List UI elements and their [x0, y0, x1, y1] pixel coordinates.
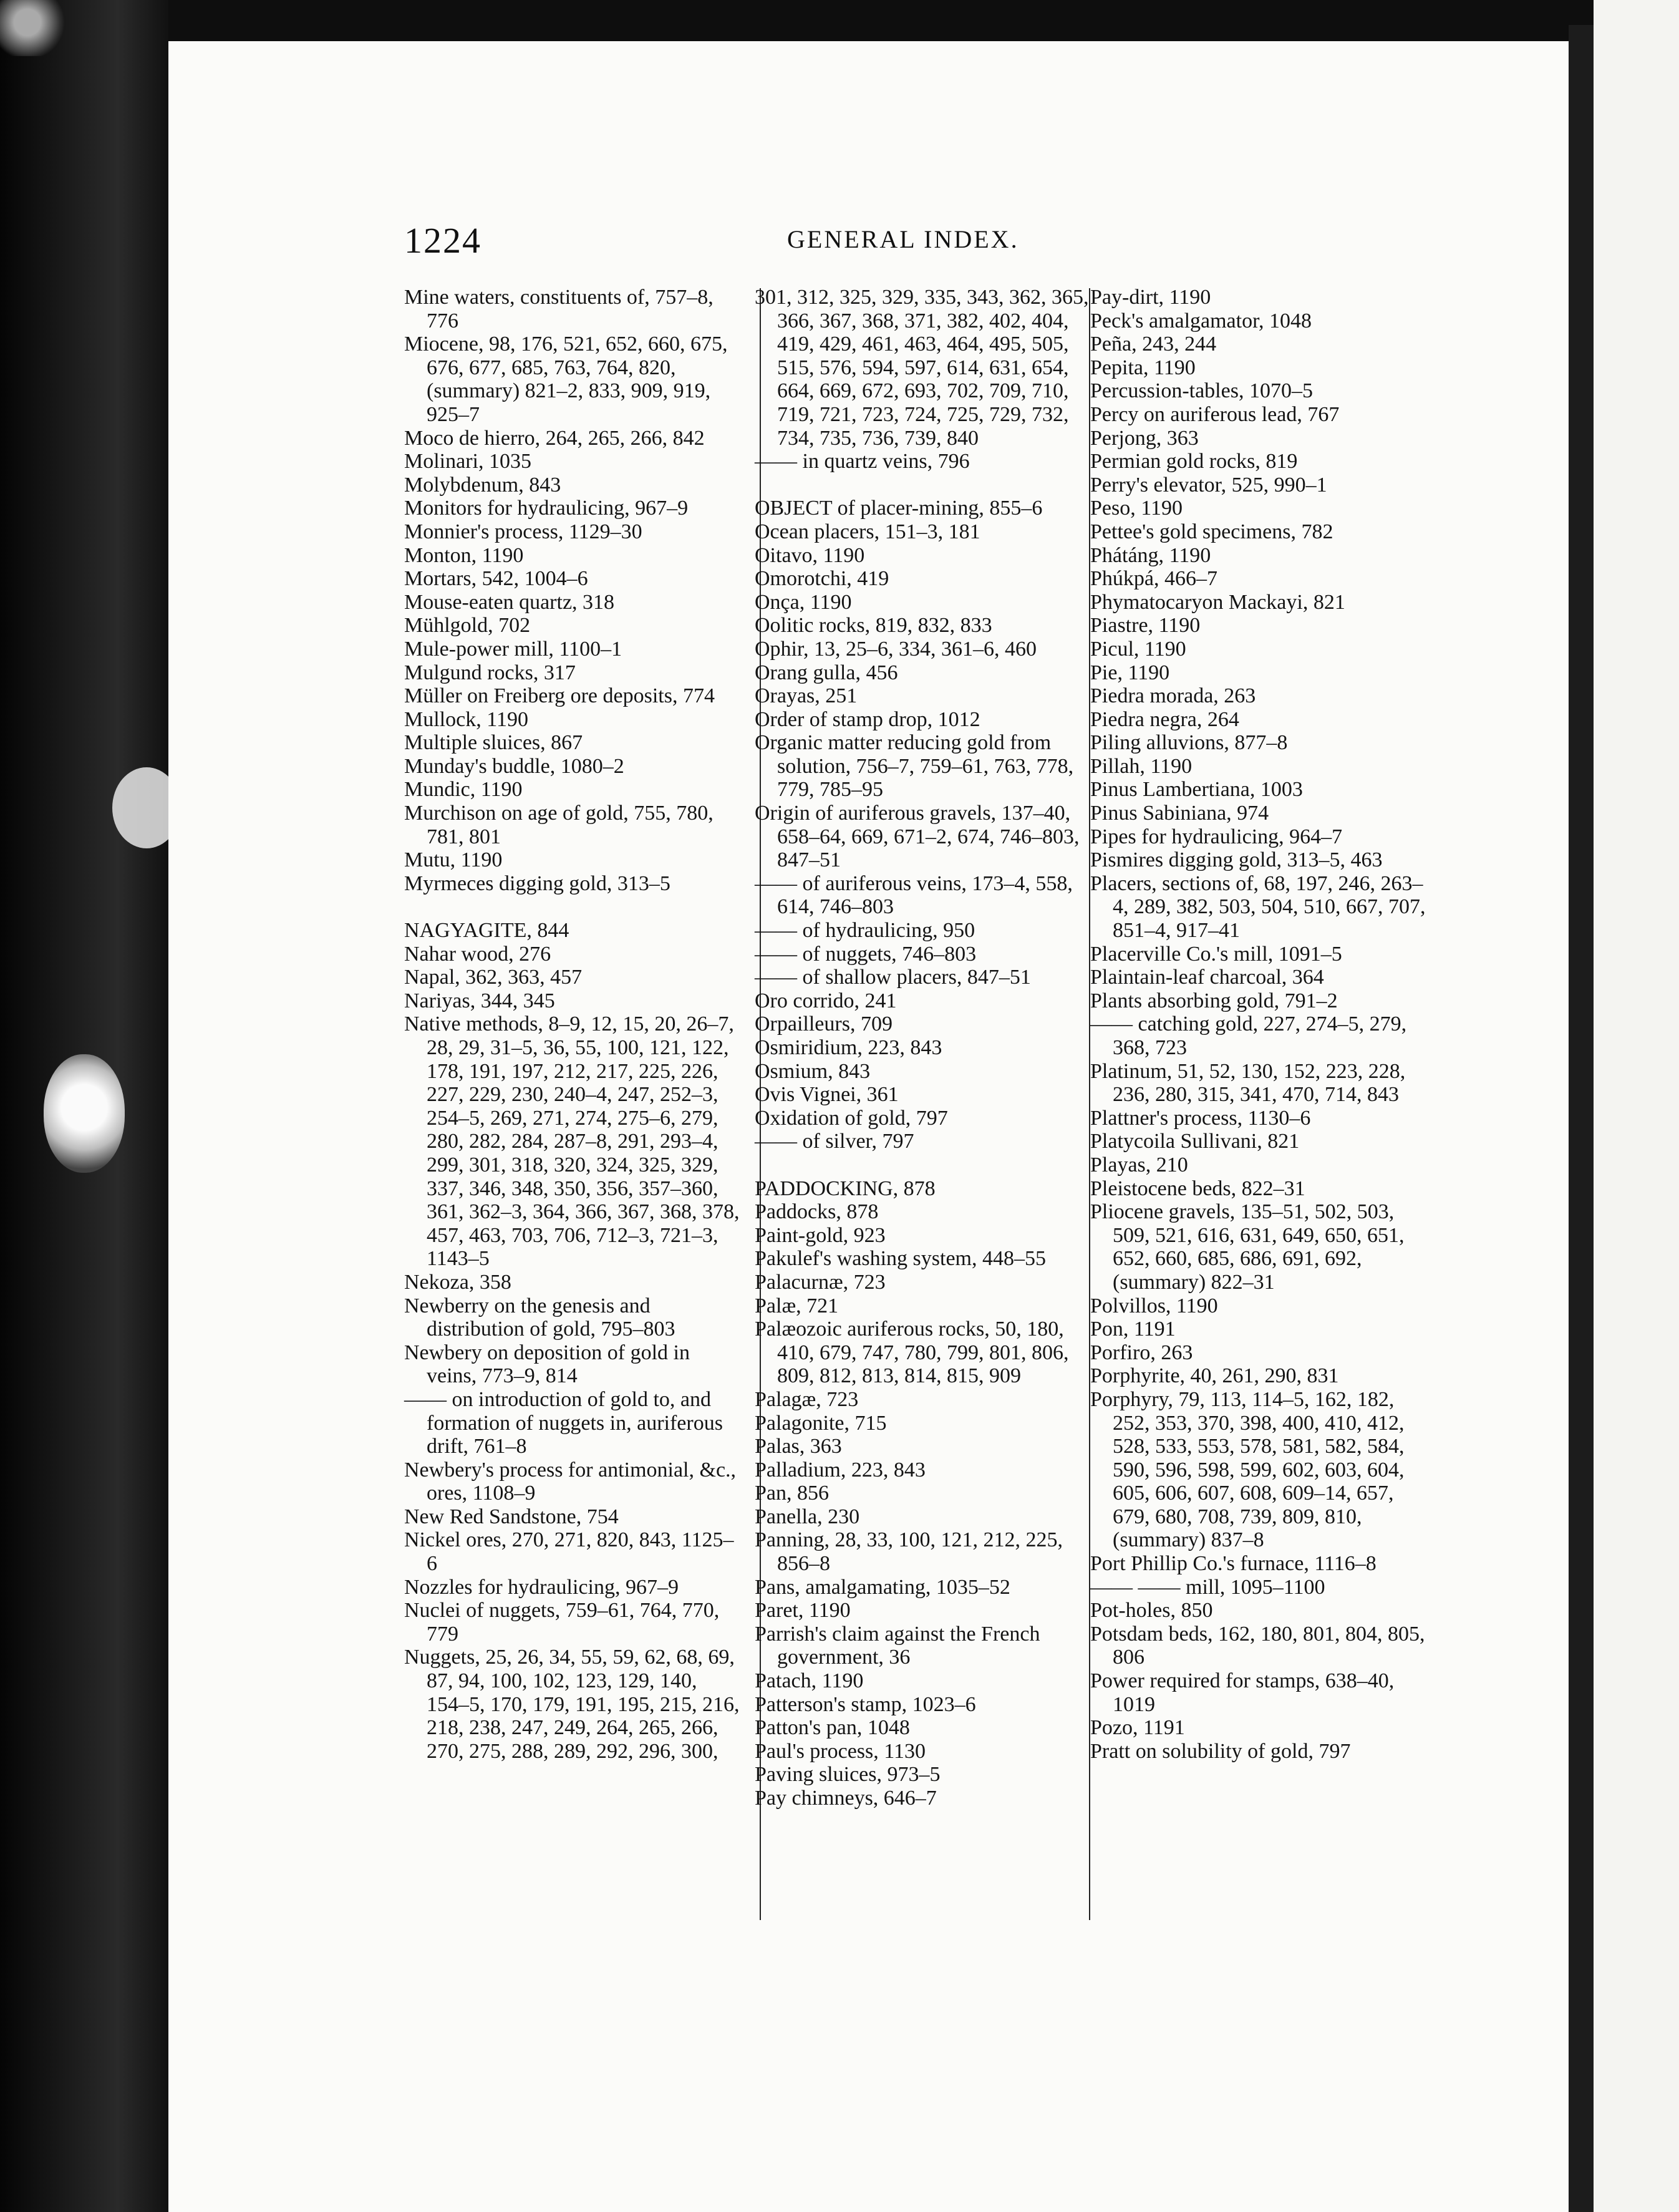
index-entry: Murchison on age of gold, 755, 780, 781, 801 — [404, 802, 714, 848]
index-entry: Multiple sluices, 867 — [404, 731, 583, 755]
index-entry: Palæ, 721 — [755, 1294, 839, 1317]
index-entry: Panning, 28, 33, 100, 121, 212, 225, 856–8 — [755, 1528, 1063, 1576]
index-entry: Piling alluvions, 877–8 — [1090, 731, 1288, 755]
index-entry: Oitavo, 1190 — [755, 543, 865, 567]
index-entry: Mule-power mill, 1100–1 — [404, 637, 622, 661]
index-entry: Percussion-tables, 1070–5 — [1090, 379, 1313, 403]
index-entry: Phátáng, 1190 — [1090, 543, 1211, 567]
index-entry: Ophir, 13, 25–6, 334, 361–6, 460 — [755, 637, 1037, 661]
index-entry: Pismires digging gold, 313–5, 463 — [1090, 848, 1383, 872]
index-entry: Munday's buddle, 1080–2 — [404, 754, 624, 778]
index-entry: Ocean placers, 151–3, 181 — [755, 520, 980, 543]
index-entry: Paving sluices, 973–5 — [755, 1763, 941, 1787]
scan-artifact — [0, 0, 69, 56]
index-entry: Piedra morada, 263 — [1090, 684, 1256, 708]
index-entry: Paddocks, 878 — [755, 1200, 879, 1224]
index-entry: Palagonite, 715 — [755, 1411, 887, 1435]
index-entry: Mutu, 1190 — [404, 848, 503, 872]
index-entry: Power required for stamps, 638–40, 1019 — [1090, 1669, 1395, 1716]
running-title: GENERAL INDEX. — [787, 225, 1019, 253]
index-entry: Phymatocaryon Mackayi, 821 — [1090, 590, 1345, 614]
facing-page-edge — [1594, 0, 1679, 2212]
index-entry: Orayas, 251 — [755, 684, 858, 708]
index-entry: Pans, amalgamating, 1035–52 — [755, 1575, 1010, 1599]
index-entry: —— catching gold, 227, 274–5, 279, 368, 723 — [1090, 1012, 1407, 1059]
index-entry: Pinus Lambertiana, 1003 — [1090, 778, 1303, 802]
index-entry: —— of shallow placers, 847–51 — [755, 966, 1031, 989]
index-entry: Platinum, 51, 52, 130, 152, 223, 228, 236, 280, 315, 341, 470, 714, 843 — [1090, 1059, 1406, 1107]
index-entry: Pon, 1191 — [1090, 1317, 1176, 1341]
index-entry: Nariyas, 344, 345 — [404, 989, 555, 1012]
index-column-2 — [755, 286, 1090, 1810]
index-entry: Piastre, 1190 — [1090, 614, 1201, 638]
index-entry: PADDOCKING, 878 — [755, 1176, 936, 1200]
index-entry: Miocene, 98, 176, 521, 652, 660, 675, 676, 677, 685, 763, 764, 820, (summary) 821–2, 833, 909, 919, 925–7 — [404, 332, 728, 426]
index-entry: Newberry on the genesis and distribution of gold, 795–803 — [404, 1294, 675, 1341]
index-entry: Mine waters, constituents of, 757–8, 776 — [404, 286, 714, 332]
index-entry: —— in quartz veins, 796 — [755, 450, 970, 473]
index-entry: —— —— mill, 1095–1100 — [1090, 1575, 1325, 1599]
index-entry: Pay-dirt, 1190 — [1090, 286, 1211, 309]
index-entry: Pepita, 1190 — [1090, 356, 1196, 379]
index-entry: Pillah, 1190 — [1090, 754, 1193, 778]
index-entry: Oolitic rocks, 819, 832, 833 — [755, 614, 992, 638]
index-entry: Nuclei of nuggets, 759–61, 764, 770, 779 — [404, 1599, 720, 1646]
index-entry: Orpailleurs, 709 — [755, 1012, 893, 1036]
index-entry: Peña, 243, 244 — [1090, 332, 1217, 356]
index-entry: Permian gold rocks, 819 — [1090, 450, 1298, 473]
index-entry: Oxidation of gold, 797 — [755, 1106, 948, 1130]
index-column-1 — [404, 286, 741, 1763]
index-entry: Müller on Freiberg ore deposits, 774 — [404, 684, 715, 708]
index-entry: Orang gulla, 456 — [755, 661, 898, 684]
index-entry: NAGYAGITE, 844 — [404, 919, 569, 943]
index-entry: Picul, 1190 — [1090, 637, 1186, 661]
index-entry: Palas, 363 — [755, 1435, 842, 1458]
index-entry: Palagæ, 723 — [755, 1387, 859, 1411]
index-entry: Mundic, 1190 — [404, 778, 523, 802]
index-entry: Palacurnæ, 723 — [755, 1270, 886, 1294]
index-entry: Patach, 1190 — [755, 1669, 864, 1693]
index-entry: New Red Sandstone, 754 — [404, 1505, 619, 1528]
index-entry: Newbery on deposition of gold in veins, 773–9, 814 — [404, 1341, 690, 1388]
section-gap — [755, 473, 1090, 497]
index-entry: Paret, 1190 — [755, 1599, 851, 1623]
index-entry: Mortars, 542, 1004–6 — [404, 567, 588, 591]
index-entry: Placerville Co.'s mill, 1091–5 — [1090, 942, 1342, 966]
index-entry: Nahar wood, 276 — [404, 942, 551, 966]
index-entry: Porphyrite, 40, 261, 290, 831 — [1090, 1364, 1339, 1388]
index-entry: Peso, 1190 — [1090, 497, 1183, 520]
index-entry: Peck's amalgamator, 1048 — [1090, 309, 1312, 332]
index-entry: Paul's process, 1130 — [755, 1739, 926, 1763]
index-entry: Newbery's process for antimonial, &c., ores, 1108–9 — [404, 1458, 737, 1505]
index-entry: Patterson's stamp, 1023–6 — [755, 1692, 976, 1716]
index-entry: Perjong, 363 — [1090, 426, 1199, 450]
index-entry: Osmiridium, 223, 843 — [755, 1036, 942, 1059]
page-number: 1224 — [404, 220, 481, 261]
index-entry: —— on introduction of gold to, and formation of nuggets in, auriferous drift, 761–8 — [404, 1387, 723, 1458]
index-entry: Palladium, 223, 843 — [755, 1458, 926, 1482]
index-entry: Pleistocene beds, 822–31 — [1090, 1176, 1305, 1200]
index-entry: Mullock, 1190 — [404, 707, 528, 731]
index-entry: Palæozoic auriferous rocks, 50, 180, 410, 679, 747, 780, 799, 801, 806, 809, 812, 813, 814, 815, 909 — [755, 1317, 1069, 1388]
index-entry: Piedra negra, 264 — [1090, 707, 1239, 731]
index-entry: —— of hydraulicing, 950 — [755, 919, 975, 943]
index-entry: Oro corrido, 241 — [755, 989, 897, 1012]
index-entry: Perry's elevator, 525, 990–1 — [1090, 473, 1327, 497]
index-entry: Pie, 1190 — [1090, 661, 1170, 684]
index-entry: Nickel ores, 270, 271, 820, 843, 1125–6 — [404, 1528, 734, 1576]
index-entry: Port Phillip Co.'s furnace, 1116–8 — [1090, 1552, 1377, 1576]
index-entry: Potsdam beds, 162, 180, 801, 804, 805, 806 — [1090, 1622, 1425, 1669]
index-entry: Pliocene gravels, 135–51, 502, 503, 509, 521, 616, 631, 649, 650, 651, 652, 660, 685, 686, 691, 692, (summary) 822–31 — [1090, 1200, 1405, 1294]
index-entry: Porphyry, 79, 113, 114–5, 162, 182, 252, 353, 370, 398, 400, 410, 412, 528, 533, 553, 578, 581, 582, 584, 590, 596, 598, 599, 602, 603, 604, 605, 606, 607, 608, 609–14, 657, 679, 680, 708, 739, 809, 810, (summary) 837–8 — [1090, 1387, 1405, 1552]
index-entry: Origin of auriferous gravels, 137–40, 658–64, 669, 671–2, 674, 746–803, 847–51 — [755, 802, 1080, 872]
index-entry: Monton, 1190 — [404, 543, 524, 567]
index-entry: Nekoza, 358 — [404, 1270, 511, 1294]
index-entry: Placers, sections of, 68, 197, 246, 263–4, 289, 382, 503, 504, 510, 667, 707, 851–4, 917–41 — [1090, 871, 1426, 943]
index-entry: Organic matter reducing gold from solution, 756–7, 759–61, 763, 778, 779, 785–95 — [755, 731, 1074, 802]
index-entry: Onça, 1190 — [755, 590, 852, 614]
index-entry: Native methods, 8–9, 12, 15, 20, 26–7, 28, 29, 31–5, 36, 55, 100, 121, 122, 178, 191, 197, 212, 217, 225, 226, 227, 229, 230, 240–4, 247, 252–3, 254–5, 269, 271, 274, 275–6, 279, 280, 282, 284, 287–8, 291, 293–4, 299, 301, 318, 320, 324, 325, 329, 337, 346, 348, 350, 356, 357–360, 361, 362–3, 364, 366, 367, 368, 378, 457, 463, 703, 706, 712–3, 721–3, 1143–5 — [404, 1012, 740, 1271]
index-entry: Paint-gold, 923 — [755, 1223, 886, 1247]
index-entry: Ovis Vignei, 361 — [755, 1083, 899, 1107]
section-gap — [755, 1153, 1090, 1177]
index-entry: Pratt on solubility of gold, 797 — [1090, 1739, 1351, 1763]
index-entry: —— of auriferous veins, 173–4, 558, 614, 746–803 — [755, 871, 1073, 919]
index-entry: Pot-holes, 850 — [1090, 1599, 1213, 1623]
index-entry: Molinari, 1035 — [404, 450, 531, 473]
index-entry: Plaintain-leaf charcoal, 364 — [1090, 966, 1324, 989]
index-entry: Pettee's gold specimens, 782 — [1090, 520, 1333, 543]
index-entry: Plattner's process, 1130–6 — [1090, 1106, 1311, 1130]
index-entry: Plants absorbing gold, 791–2 — [1090, 989, 1338, 1012]
index-entry: Mühlgold, 702 — [404, 614, 531, 638]
index-entry: Pakulef's washing system, 448–55 — [755, 1247, 1046, 1271]
index-entry: Polvillos, 1190 — [1090, 1294, 1218, 1317]
index-entry: Porfiro, 263 — [1090, 1341, 1193, 1364]
index-entry: Myrmeces digging gold, 313–5 — [404, 871, 670, 895]
index-entry: Order of stamp drop, 1012 — [755, 707, 980, 731]
index-entry: Patton's pan, 1048 — [755, 1716, 910, 1740]
index-entry: Mulgund rocks, 317 — [404, 661, 576, 684]
index-entry: —— of nuggets, 746–803 — [755, 942, 977, 966]
index-entry: Pozo, 1191 — [1090, 1716, 1185, 1740]
section-gap — [404, 895, 741, 919]
index-entry: Molybdenum, 843 — [404, 473, 561, 497]
index-entry: —— of silver, 797 — [755, 1130, 914, 1153]
book-spine — [1569, 25, 1594, 2212]
index-entry: 301, 312, 325, 329, 335, 343, 362, 365, 366, 367, 368, 371, 382, 402, 404, 419, 429, 461, 463, 464, 495, 505, 515, 576, 594, 597, 614, 631, 654, 664, 669, 672, 693, 702, 709, 710, 719, 721, 723, 724, 725, 729, 732, 734, 735, 736, 739, 840 — [755, 286, 1089, 450]
index-entry: Monnier's process, 1129–30 — [404, 520, 642, 543]
scan-artifact — [44, 1054, 125, 1173]
index-entry: Moco de hierro, 264, 265, 266, 842 — [404, 426, 705, 450]
index-entry: Pinus Sabiniana, 974 — [1090, 802, 1269, 825]
index-entry: Napal, 362, 363, 457 — [404, 966, 583, 989]
index-entry: Pan, 856 — [755, 1482, 829, 1505]
index-entry: Pay chimneys, 646–7 — [755, 1787, 937, 1810]
index-column-3 — [1090, 286, 1427, 1763]
index-entry: Playas, 210 — [1090, 1153, 1188, 1176]
index-entry: Monitors for hydraulicing, 967–9 — [404, 497, 689, 520]
index-entry: Omorotchi, 419 — [755, 567, 889, 591]
index-entry: Parrish's claim against the French government, 36 — [755, 1622, 1040, 1669]
index-entry: Mouse-eaten quartz, 318 — [404, 590, 615, 614]
index-entry: Phúkpá, 466–7 — [1090, 567, 1217, 591]
index-entry: OBJECT of placer-mining, 855–6 — [755, 497, 1043, 520]
index-entry: Panella, 230 — [755, 1505, 860, 1528]
index-entry: Nozzles for hydraulicing, 967–9 — [404, 1575, 679, 1599]
index-entry: Nuggets, 25, 26, 34, 55, 59, 62, 68, 69, 87, 94, 100, 102, 123, 129, 140, 154–5, 170, 179, 191, 195, 215, 216, 218, 238, 247, 249, 264, 265, 266, 270, 275, 288, 289, 292, 296, 300, — [404, 1646, 740, 1763]
index-entry: Osmium, 843 — [755, 1059, 871, 1083]
index-entry: Pipes for hydraulicing, 964–7 — [1090, 825, 1343, 848]
index-entry: Percy on auriferous lead, 767 — [1090, 402, 1340, 426]
index-entry: Platycoila Sullivani, 821 — [1090, 1130, 1300, 1153]
